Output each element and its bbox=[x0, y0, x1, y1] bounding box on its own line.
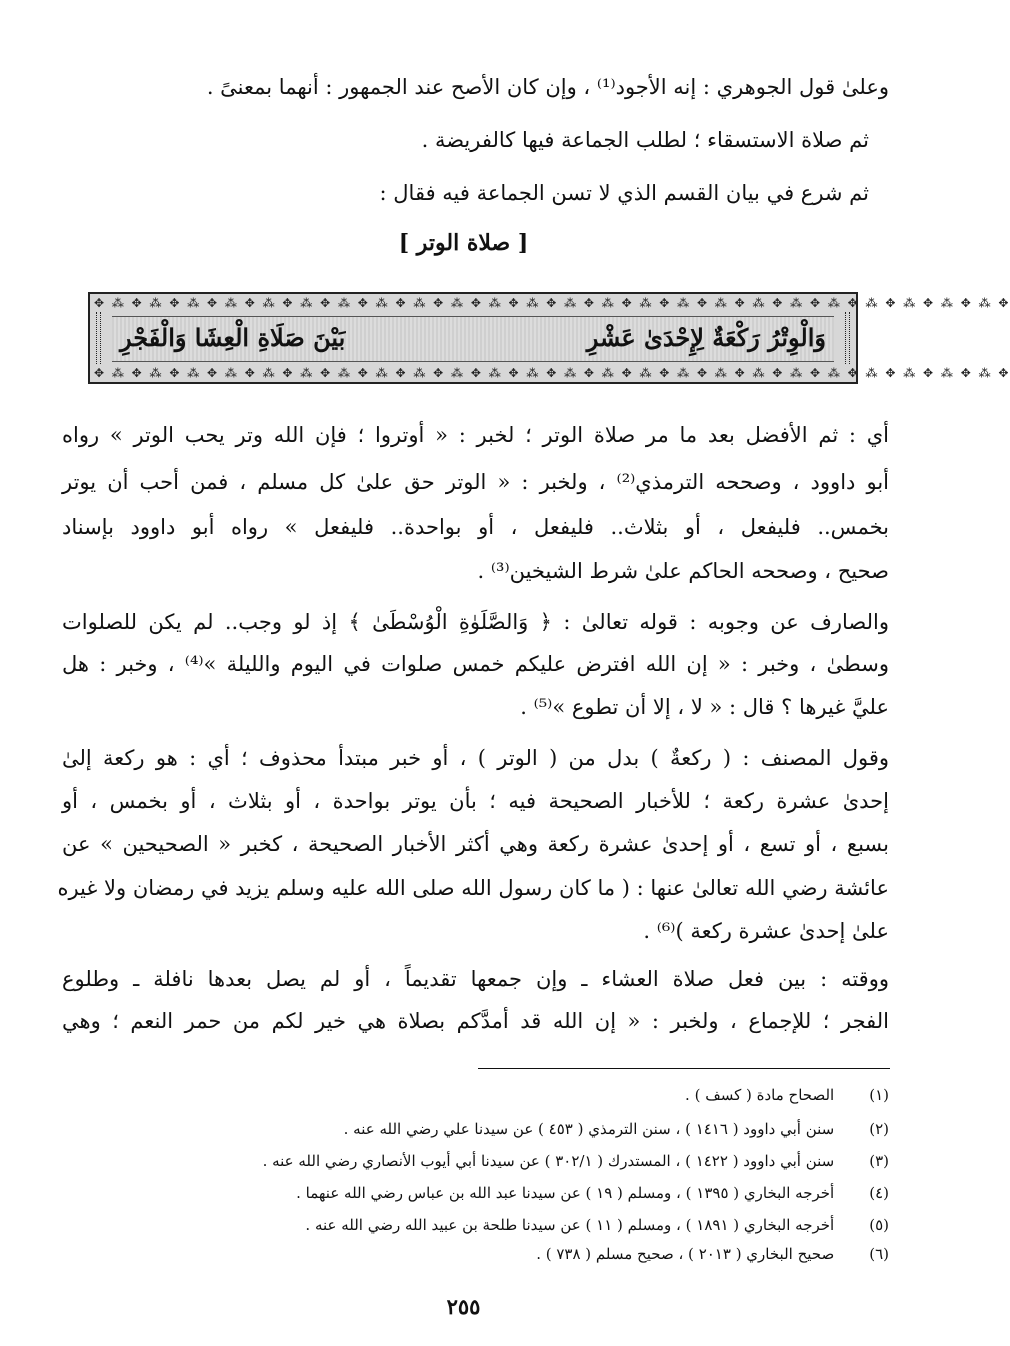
footnote-number: (٥) bbox=[869, 1216, 889, 1234]
page-number: ٢٥٥ bbox=[446, 1294, 481, 1319]
matn-hemistich-2: بَيْنَ صَلَاةِ الْعِشَا وَالْفَجْرِ bbox=[120, 323, 346, 352]
body-line: وعلىٰ قول الجوهري : إنه الأجود⁽¹⁾ ، وإن كان الأصح عند الجمهور : أنهما بمعنىً . bbox=[206, 75, 889, 99]
footnote-text: أخرجه البخاري ( ١٨٩١ ) ، ومسلم ( ١١ ) عن سيدنا طلحة بن عبيد الله رضي الله عنه . bbox=[305, 1216, 835, 1234]
body-line: وسطىٰ ، وخبر : « إن الله افترض عليكم خمس صلوات في اليوم والليلة »⁽⁴⁾ ، وخبر : هل bbox=[62, 652, 890, 676]
footnote-number: (٤) bbox=[869, 1184, 889, 1202]
footnote-text: أخرجه البخاري ( ١٣٩٥ ) ، ومسلم ( ١٩ ) عن سيدنا عبد الله بن عباس رضي الله عنهما . bbox=[296, 1184, 835, 1202]
footnote-text: الصحاح مادة ( كسف ) . bbox=[685, 1086, 835, 1104]
ornament-border: ✥ ⁂ ✥ ⁂ ✥ ⁂ ✥ ⁂ ✥ ⁂ ✥ ⁂ ✥ ⁂ ✥ ⁂ ✥ ⁂ ✥ ⁂ ✥ ⁂ ✥ ⁂ ✥ ⁂ ✥ ⁂ ✥ ⁂ ✥ ⁂ ✥ ⁂ ✥ ⁂ ✥ ⁂ ✥ ⁂ ✥ ⁂ ✥ ⁂ ✥ ⁂ ✥ ⁂ ✥ bbox=[94, 296, 1010, 310]
footnote-text: سنن أبي داوود ( ١٤١٦ ) ، سنن الترمذي ( ٤٥٣ ) عن سيدنا علي رضي الله عنه . bbox=[343, 1120, 835, 1138]
body-line: بخمس.. فليفعل ، أو بثلاث.. فليفعل ، أو بواحدة.. فليفعل » رواه أبو داوود بإسناد bbox=[62, 515, 889, 539]
footnote-number: (٦) bbox=[869, 1245, 889, 1263]
body-line: عليَّ غيرها ؟ قال : « لا ، إلا أن تطوع »⁽⁵⁾ . bbox=[520, 695, 889, 719]
matn-verse bbox=[120, 318, 826, 358]
footnote bbox=[200, 1148, 889, 1174]
body-line: أي : ثم الأفضل بعد ما مر صلاة الوتر ؛ لخبر : « أوتروا ؛ فإن الله وتر يحب الوتر » رواه bbox=[62, 423, 889, 447]
footnote bbox=[200, 1241, 889, 1267]
footnote bbox=[200, 1116, 889, 1142]
footnote-number: (٣) bbox=[869, 1152, 889, 1170]
body-line: علىٰ إحدىٰ عشرة ركعة )⁽⁶⁾ . bbox=[643, 919, 889, 943]
body-line: ثم صلاة الاستسقاء ؛ لطلب الجماعة فيها كالفريضة . bbox=[421, 128, 869, 152]
body-line: ثم شرع في بيان القسم الذي لا تسن الجماعة فيه فقال : bbox=[379, 181, 869, 205]
matn-hemistich-1: وَالْوِتْرُ رَكْعَةٌ لِإِحْدَىٰ عَشْرِ bbox=[586, 323, 826, 352]
banner-side-border bbox=[845, 312, 850, 364]
footnote bbox=[200, 1212, 889, 1238]
banner-side-border bbox=[96, 312, 101, 364]
footnote bbox=[200, 1082, 889, 1108]
footnote-number: (١) bbox=[869, 1086, 889, 1104]
footnote-text: صحيح البخاري ( ٢٠١٣ ) ، صحيح مسلم ( ٧٣٨ ) . bbox=[536, 1245, 835, 1263]
body-line: وقول المصنف : ( ركعةٌ ) بدل من ( الوتر ) ، أو خبر مبتدأ محذوف ؛ أي : هو ركعة إلىٰ bbox=[62, 746, 889, 770]
body-line: صحيح ، وصححه الحاكم علىٰ شرط الشيخين⁽³⁾ . bbox=[477, 559, 889, 583]
verse-banner bbox=[88, 292, 1010, 384]
body-line: بسبع ، أو تسع ، أو إحدىٰ عشرة ركعة وهي أكثر الأخبار الصحيحة ، كخبر « الصحيحين » عن bbox=[62, 832, 889, 856]
section-heading: [ صلاة الوتر ] bbox=[398, 230, 529, 256]
body-line: عائشة رضي الله تعالىٰ عنها : ( ما كان رسول الله صلى الله عليه وسلم يزيد في رمضان ولا غيره bbox=[57, 876, 889, 900]
body-line: أبو داوود ، وصححه الترمذي⁽²⁾ ، ولخبر : « الوتر حق علىٰ كل مسلم ، فمن أحب أن يوتر bbox=[62, 470, 889, 494]
body-line: ووقته : بين فعل صلاة العشاء ـ وإن جمعها تقديماً ، أو لم يصل بعدها نافلة ـ وطلوع bbox=[62, 967, 889, 991]
ornament-border: ✥ ⁂ ✥ ⁂ ✥ ⁂ ✥ ⁂ ✥ ⁂ ✥ ⁂ ✥ ⁂ ✥ ⁂ ✥ ⁂ ✥ ⁂ ✥ ⁂ ✥ ⁂ ✥ ⁂ ✥ ⁂ ✥ ⁂ ✥ ⁂ ✥ ⁂ ✥ ⁂ ✥ ⁂ ✥ ⁂ ✥ ⁂ ✥ ⁂ ✥ ⁂ ✥ ⁂ ✥ bbox=[94, 366, 1010, 380]
body-line: والصارف عن وجوبه : قوله تعالىٰ : ﴿ وَالصَّلَوٰةِ الْوُسْطَىٰ ﴾ إذ لو وجب.. لم يكن للصلوات bbox=[62, 610, 889, 634]
footnote-text: سنن أبي داوود ( ١٤٢٢ ) ، المستدرك ( ٣٠٢/١ ) عن سيدنا أبي أيوب الأنصاري رضي الله عنه . bbox=[262, 1152, 835, 1170]
footnote-number: (٢) bbox=[869, 1120, 889, 1138]
body-line: الفجر ؛ للإجماع ، ولخبر : « إن الله قد أمدَّكم بصلاة هي خير لكم من حمر النعم ؛ وهي bbox=[62, 1009, 889, 1033]
body-line: إحدىٰ عشرة ركعة ؛ للأخبار الصحيحة فيه ؛ بأن يوتر بواحدة ، أو بثلاث ، أو بخمس ، أو bbox=[62, 789, 889, 813]
footnote bbox=[200, 1180, 889, 1206]
footnote-separator bbox=[478, 1068, 890, 1069]
